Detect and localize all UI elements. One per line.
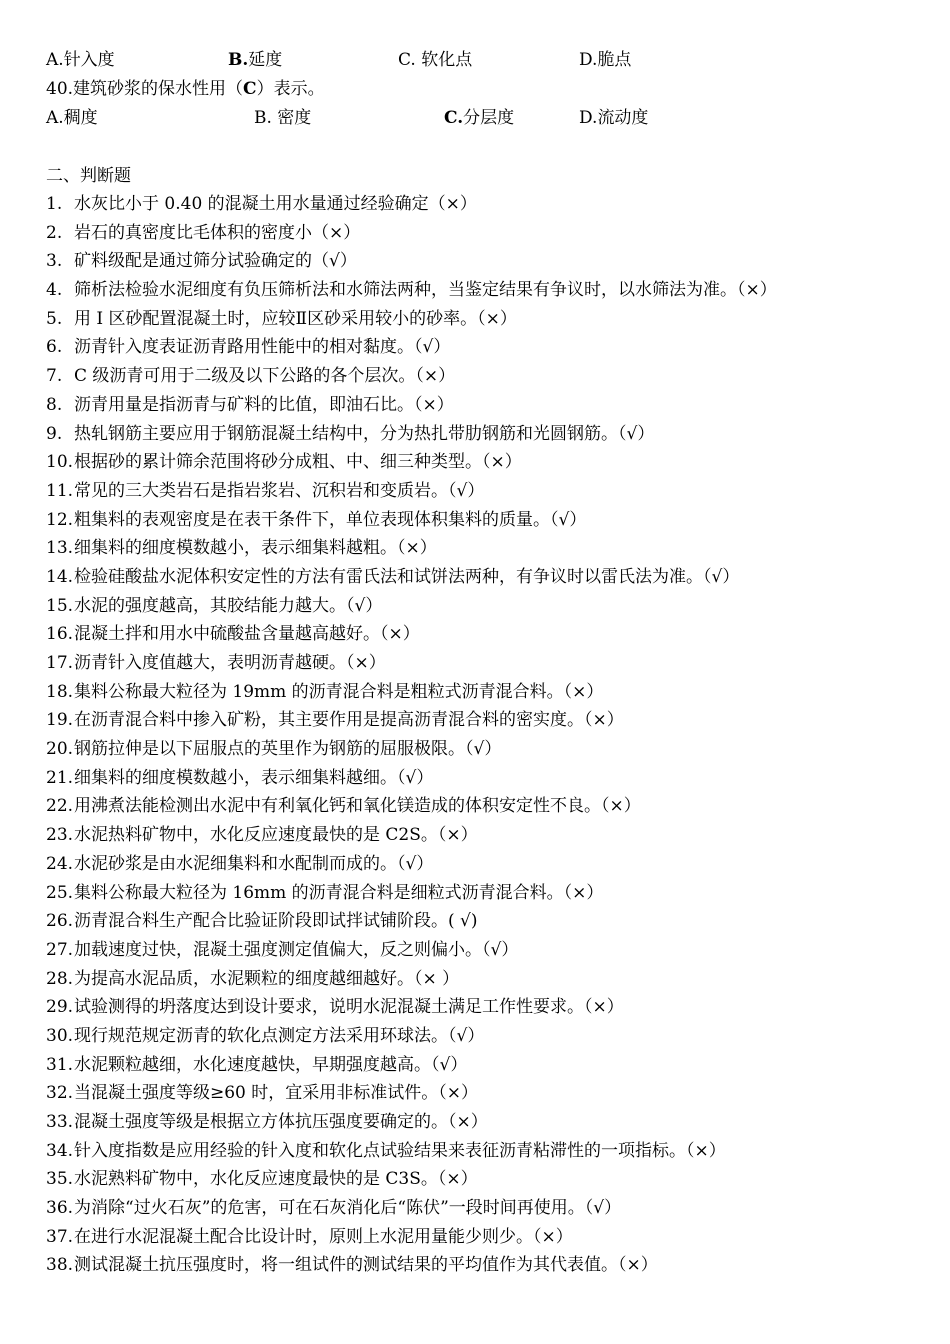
judgment-item [46, 333, 777, 362]
judgment-number: 18. [46, 681, 74, 702]
judgment-number: 25. [46, 882, 74, 903]
judgment-item [46, 1079, 777, 1108]
judgment-text: 混凝土拌和用水中硫酸盐含量越高越好。（×） [74, 624, 420, 645]
judgment-text: 筛析法检验水泥细度有负压筛析法和水筛法两种，当鉴定结果有争议时，以水筛法为准。（×） [74, 280, 777, 301]
judgment-text: 水泥热料矿物中，水化反应速度最快的是 C2S。（×） [74, 825, 478, 846]
judgment-number: 11. [46, 480, 74, 501]
judgment-number: 1. [46, 194, 63, 214]
judgment-number: 19. [46, 710, 74, 731]
judgment-number: 20. [46, 739, 74, 760]
judgment-text: 水泥砂浆是由水泥细集料和水配制而成的。（√） [74, 853, 434, 874]
judgment-item [46, 1108, 777, 1137]
judgment-item [46, 735, 777, 764]
judgment-number: 34. [46, 1140, 74, 1161]
judgment-text: 为消除“过火石灰”的危害，可在石灰消化后“陈伏”一段时间再使用。（√） [74, 1198, 622, 1219]
judgment-number: 16. [46, 624, 74, 645]
judgment-number: 12. [46, 509, 74, 530]
judgment-item [46, 305, 777, 334]
judgment-number: 13. [46, 538, 74, 559]
judgment-number: 26. [46, 911, 74, 932]
judgment-text: 集料公称最大粒径为 16mm 的沥青混合料是细粒式沥青混合料。（×） [74, 882, 604, 903]
judgment-text: 当混凝土强度等级≥60 时，宜采用非标准试件。（×） [74, 1083, 479, 1104]
q40-question: 40.建筑砂浆的保水性用（C）表示。 [46, 79, 325, 99]
q40-option-b: B. 密度 [254, 108, 312, 128]
judgment-text: 用 I 区砂配置混凝土时，应较Ⅱ区砂采用较小的砂率。（×） [74, 308, 517, 329]
judgment-item [46, 965, 777, 994]
judgment-text: 沥青用量是指沥青与矿料的比值，即油石比。（×） [74, 394, 454, 415]
judgment-number: 17. [46, 653, 74, 673]
judgment-text: 测试混凝土抗压强度时，将一组试件的测试结果的平均值作为其代表值。（×） [74, 1255, 658, 1276]
judgment-number: 8. [46, 394, 63, 415]
judgment-number: 30. [46, 1025, 74, 1046]
judgment-item [46, 879, 777, 908]
judgment-text: 在沥青混合料中掺入矿粉，其主要作用是提高沥青混合料的密实度。（×） [74, 710, 624, 731]
q39-option-b: B.延度 [228, 50, 283, 70]
judgment-text: 细集料的细度模数越小，表示细集料越细。（√） [74, 767, 434, 788]
judgment-number: 15. [46, 595, 74, 616]
judgment-number: 2. [46, 222, 63, 243]
judgment-number: 37. [46, 1226, 74, 1247]
judgment-number: 36. [46, 1198, 74, 1219]
judgment-item [46, 592, 777, 621]
judgment-item [46, 993, 777, 1022]
judgment-text: 水泥熟料矿物中，水化反应速度最快的是 C3S。（×） [74, 1169, 478, 1190]
q39-option-a: A.针入度 [46, 50, 115, 70]
judgment-number: 28. [46, 968, 74, 989]
judgment-number: 35. [46, 1169, 74, 1190]
judgment-text: 细集料的细度模数越小，表示细集料越粗。（×） [74, 538, 437, 559]
judgment-item [46, 391, 777, 420]
q39-option-d: D.脆点 [579, 50, 632, 70]
judgment-item [46, 247, 777, 276]
judgment-item [46, 276, 777, 305]
judgment-item [46, 821, 777, 850]
q40-option-c: C.分层度 [444, 108, 515, 128]
judgment-text: 钢筋拉伸是以下屈服点的英里作为钢筋的屈服极限。（√） [74, 739, 502, 760]
judgment-item [46, 764, 777, 793]
judgment-number: 31. [46, 1054, 74, 1075]
judgment-number: 32. [46, 1083, 74, 1104]
judgment-item [46, 1223, 777, 1252]
judgment-item [46, 362, 777, 391]
judgment-number: 7. [46, 366, 63, 387]
judgment-text: 试验测得的坍落度达到设计要求，说明水泥混凝土满足工作性要求。（×） [74, 997, 624, 1018]
judgment-item [46, 1251, 777, 1280]
judgment-number: 23. [46, 825, 74, 846]
judgment-text: 水灰比小于 0.40 的混凝土用水量通过经验确定（×） [74, 194, 477, 214]
judgment-text: 混凝土强度等级是根据立方体抗压强度要确定的。（×） [74, 1112, 488, 1132]
judgment-item [46, 1194, 777, 1223]
judgment-item [46, 678, 777, 707]
judgment-item [46, 1051, 777, 1080]
judgment-number: 14. [46, 566, 74, 587]
judgment-item [46, 1137, 777, 1166]
judgment-item [46, 219, 777, 248]
judgment-item [46, 477, 777, 506]
judgment-item [46, 1022, 777, 1051]
judgment-number: 33. [46, 1112, 74, 1132]
judgment-list [46, 190, 777, 1280]
judgment-text: 沥青针入度值越大，表明沥青越硬。（×） [74, 653, 386, 673]
judgment-text: 针入度指数是应用经验的针入度和软化点试验结果来表征沥青粘滞性的一项指标。（×） [74, 1140, 726, 1161]
judgment-item [46, 563, 777, 592]
judgment-item [46, 448, 777, 477]
judgment-text: 为提高水泥品质，水泥颗粒的细度越细越好。（× ） [74, 968, 460, 989]
section-title: 二、判断题 [46, 166, 131, 186]
judgment-number: 3. [46, 251, 63, 272]
judgment-text: 集料公称最大粒径为 19mm 的沥青混合料是粗粒式沥青混合料。（×） [74, 681, 604, 702]
judgment-text: 用沸煮法能检测出水泥中有利氧化钙和氧化镁造成的体积安定性不良。（×） [74, 796, 641, 817]
judgment-item [46, 649, 777, 678]
judgment-text: 粗集料的表观密度是在表干条件下，单位表现体积集料的质量。（√） [74, 509, 587, 530]
judgment-item [46, 792, 777, 821]
judgment-item [46, 506, 777, 535]
judgment-text: 水泥颗粒越细，水化速度越快，早期强度越高。（√） [74, 1054, 468, 1075]
judgment-text: 沥青混合料生产配合比验证阶段即试拌试铺阶段。( √) [74, 911, 478, 932]
judgment-number: 9. [46, 423, 63, 444]
judgment-text: 现行规范规定沥青的软化点测定方法采用环球法。（√） [74, 1025, 485, 1046]
judgment-number: 6. [46, 337, 63, 358]
judgment-text: C 级沥青可用于二级及以下公路的各个层次。（×） [74, 366, 456, 387]
judgment-number: 38. [46, 1255, 74, 1276]
judgment-item [46, 850, 777, 879]
judgment-text: 根据砂的累计筛余范围将砂分成粗、中、细三种类型。（×） [74, 452, 522, 473]
judgment-number: 29. [46, 997, 74, 1018]
judgment-text: 热轧钢筋主要应用于钢筋混凝土结构中，分为热扎带肋钢筋和光圆钢筋。（√） [74, 423, 655, 444]
judgment-text: 水泥的强度越高，其胶结能力越大。（√） [74, 595, 383, 616]
judgment-text: 检验硅酸盐水泥体积安定性的方法有雷氏法和试饼法两种，有争议时以雷氏法为准。（√） [74, 566, 740, 587]
judgment-number: 5. [46, 308, 63, 329]
judgment-item [46, 534, 777, 563]
judgment-item [46, 706, 777, 735]
judgment-number: 10. [46, 452, 74, 473]
judgment-text: 加载速度过快，混凝土强度测定值偏大，反之则偏小。（√） [74, 939, 519, 960]
judgment-item [46, 190, 777, 219]
judgment-number: 27. [46, 939, 74, 960]
judgment-item [46, 1165, 777, 1194]
judgment-item [46, 620, 777, 649]
judgment-item [46, 936, 777, 965]
judgment-text: 矿料级配是通过筛分试验确定的（√） [74, 251, 357, 272]
judgment-text: 在进行水泥混凝土配合比设计时，原则上水泥用量能少则少。（×） [74, 1226, 573, 1247]
judgment-number: 22. [46, 796, 74, 817]
q40-option-d: D.流动度 [579, 108, 649, 128]
judgment-text: 沥青针入度表证沥青路用性能中的相对黏度。（√） [74, 337, 451, 358]
judgment-text: 常见的三大类岩石是指岩浆岩、沉积岩和变质岩。（√） [74, 480, 485, 501]
q40-option-a: A.稠度 [46, 108, 98, 128]
judgment-number: 21. [46, 767, 74, 788]
judgment-number: 24. [46, 853, 74, 874]
judgment-number: 4. [46, 280, 63, 301]
judgment-item [46, 907, 777, 936]
judgment-item [46, 420, 777, 449]
q39-option-c: C. 软化点 [398, 50, 473, 70]
judgment-text: 岩石的真密度比毛体积的密度小（×） [74, 222, 361, 243]
